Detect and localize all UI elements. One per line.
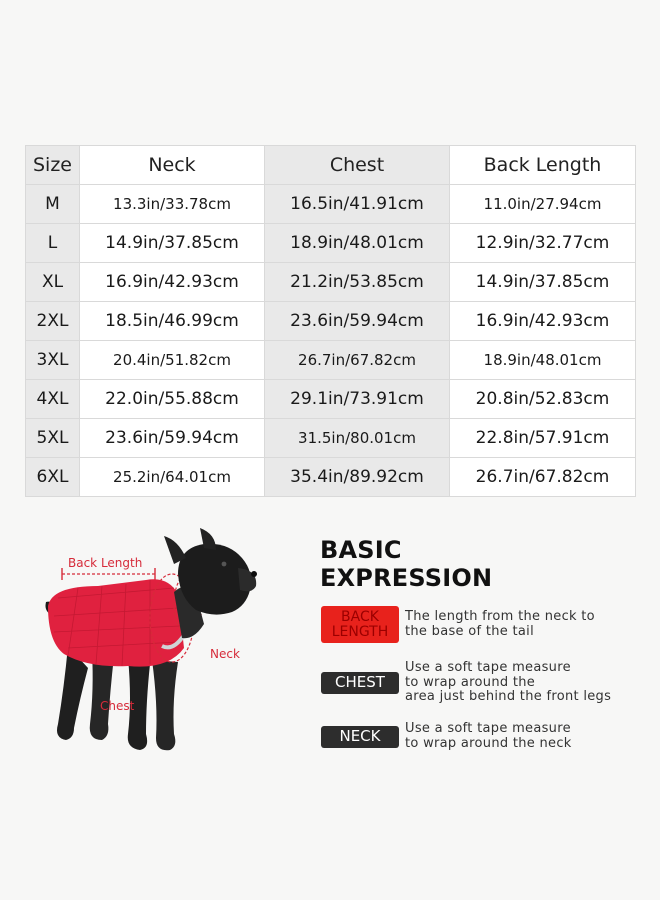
back-length-tag [321, 606, 399, 643]
header-size: Size [26, 146, 80, 185]
back-length-description [405, 610, 595, 639]
chest-tag: CHEST [321, 672, 399, 694]
neck-desc-line1: Use a soft tape measure [405, 721, 571, 736]
dog-front-leg-right [152, 660, 178, 750]
measurement-cell: 26.7in/67.82cm [265, 341, 450, 380]
table-row [26, 224, 636, 263]
measurement-cell: 25.2in/64.01cm [80, 458, 265, 497]
size-cell: M [26, 185, 80, 224]
chest-desc-line2: to wrap around the [405, 674, 536, 690]
back-length-tag-line2: LENGTH [331, 623, 389, 640]
neck-desc-line2: to wrap around the neck [405, 735, 572, 751]
header-back-length: Back Length [450, 146, 636, 185]
back-length-tag-line1: BACK [341, 608, 379, 625]
measurement-cell: 23.6in/59.94cm [265, 302, 450, 341]
measurement-cell: 31.5in/80.01cm [265, 419, 450, 458]
basic-expression-title [320, 536, 492, 592]
measurement-cell: 23.6in/59.94cm [80, 419, 265, 458]
size-chart-table [25, 145, 636, 497]
size-cell: 5XL [26, 419, 80, 458]
chest-label: Chest [100, 699, 135, 713]
neck-tag: NECK [321, 726, 399, 748]
back-length-desc-line2: the base of the tail [405, 623, 535, 639]
chest-description [405, 661, 611, 705]
table-row [26, 458, 636, 497]
measurement-cell: 13.3in/33.78cm [80, 185, 265, 224]
legend-neck [321, 722, 572, 751]
measurement-cell: 22.8in/57.91cm [450, 419, 636, 458]
table-header-row [26, 146, 636, 185]
measurement-cell: 11.0in/27.94cm [450, 185, 636, 224]
neck-description [405, 722, 572, 751]
measurement-cell: 16.5in/41.91cm [265, 185, 450, 224]
size-cell: L [26, 224, 80, 263]
table-row [26, 419, 636, 458]
legend-chest [321, 661, 611, 705]
basic-title-line1: BASIC [320, 536, 402, 564]
size-cell: 3XL [26, 341, 80, 380]
measurement-cell: 18.5in/46.99cm [80, 302, 265, 341]
legend-back-length [321, 606, 595, 643]
measurement-cell: 18.9in/48.01cm [265, 224, 450, 263]
measurement-cell: 16.9in/42.93cm [450, 302, 636, 341]
measurement-cell: 12.9in/32.77cm [450, 224, 636, 263]
size-cell: 6XL [26, 458, 80, 497]
measurement-cell: 20.4in/51.82cm [80, 341, 265, 380]
table-row [26, 263, 636, 302]
table-row [26, 302, 636, 341]
table-row [26, 185, 636, 224]
measurement-cell: 22.0in/55.88cm [80, 380, 265, 419]
measurement-cell: 14.9in/37.85cm [450, 263, 636, 302]
size-cell: XL [26, 263, 80, 302]
basic-title-line2: EXPRESSION [320, 564, 493, 592]
header-neck: Neck [80, 146, 265, 185]
header-chest: Chest [265, 146, 450, 185]
neck-label: Neck [210, 647, 240, 661]
back-length-desc-line1: The length from the neck to [405, 609, 595, 624]
table-row [26, 380, 636, 419]
measurement-cell: 14.9in/37.85cm [80, 224, 265, 263]
dog-nose [251, 571, 257, 577]
dog-measurement-diagram [28, 528, 288, 768]
size-cell: 2XL [26, 302, 80, 341]
dog-eye [222, 562, 227, 567]
chest-desc-line3: area just behind the front legs [405, 689, 612, 704]
size-cell: 4XL [26, 380, 80, 419]
measurement-cell: 21.2in/53.85cm [265, 263, 450, 302]
measurement-cell: 26.7in/67.82cm [450, 458, 636, 497]
measurement-cell: 16.9in/42.93cm [80, 263, 265, 302]
measurement-cell: 29.1in/73.91cm [265, 380, 450, 419]
dog-illustration [28, 528, 288, 768]
measurement-cell: 20.8in/52.83cm [450, 380, 636, 419]
measurement-cell: 35.4in/89.92cm [265, 458, 450, 497]
measurement-cell: 18.9in/48.01cm [450, 341, 636, 380]
chest-desc-line1: Use a soft tape measure [405, 660, 571, 675]
back-length-label: Back Length [68, 556, 143, 570]
table-row [26, 341, 636, 380]
